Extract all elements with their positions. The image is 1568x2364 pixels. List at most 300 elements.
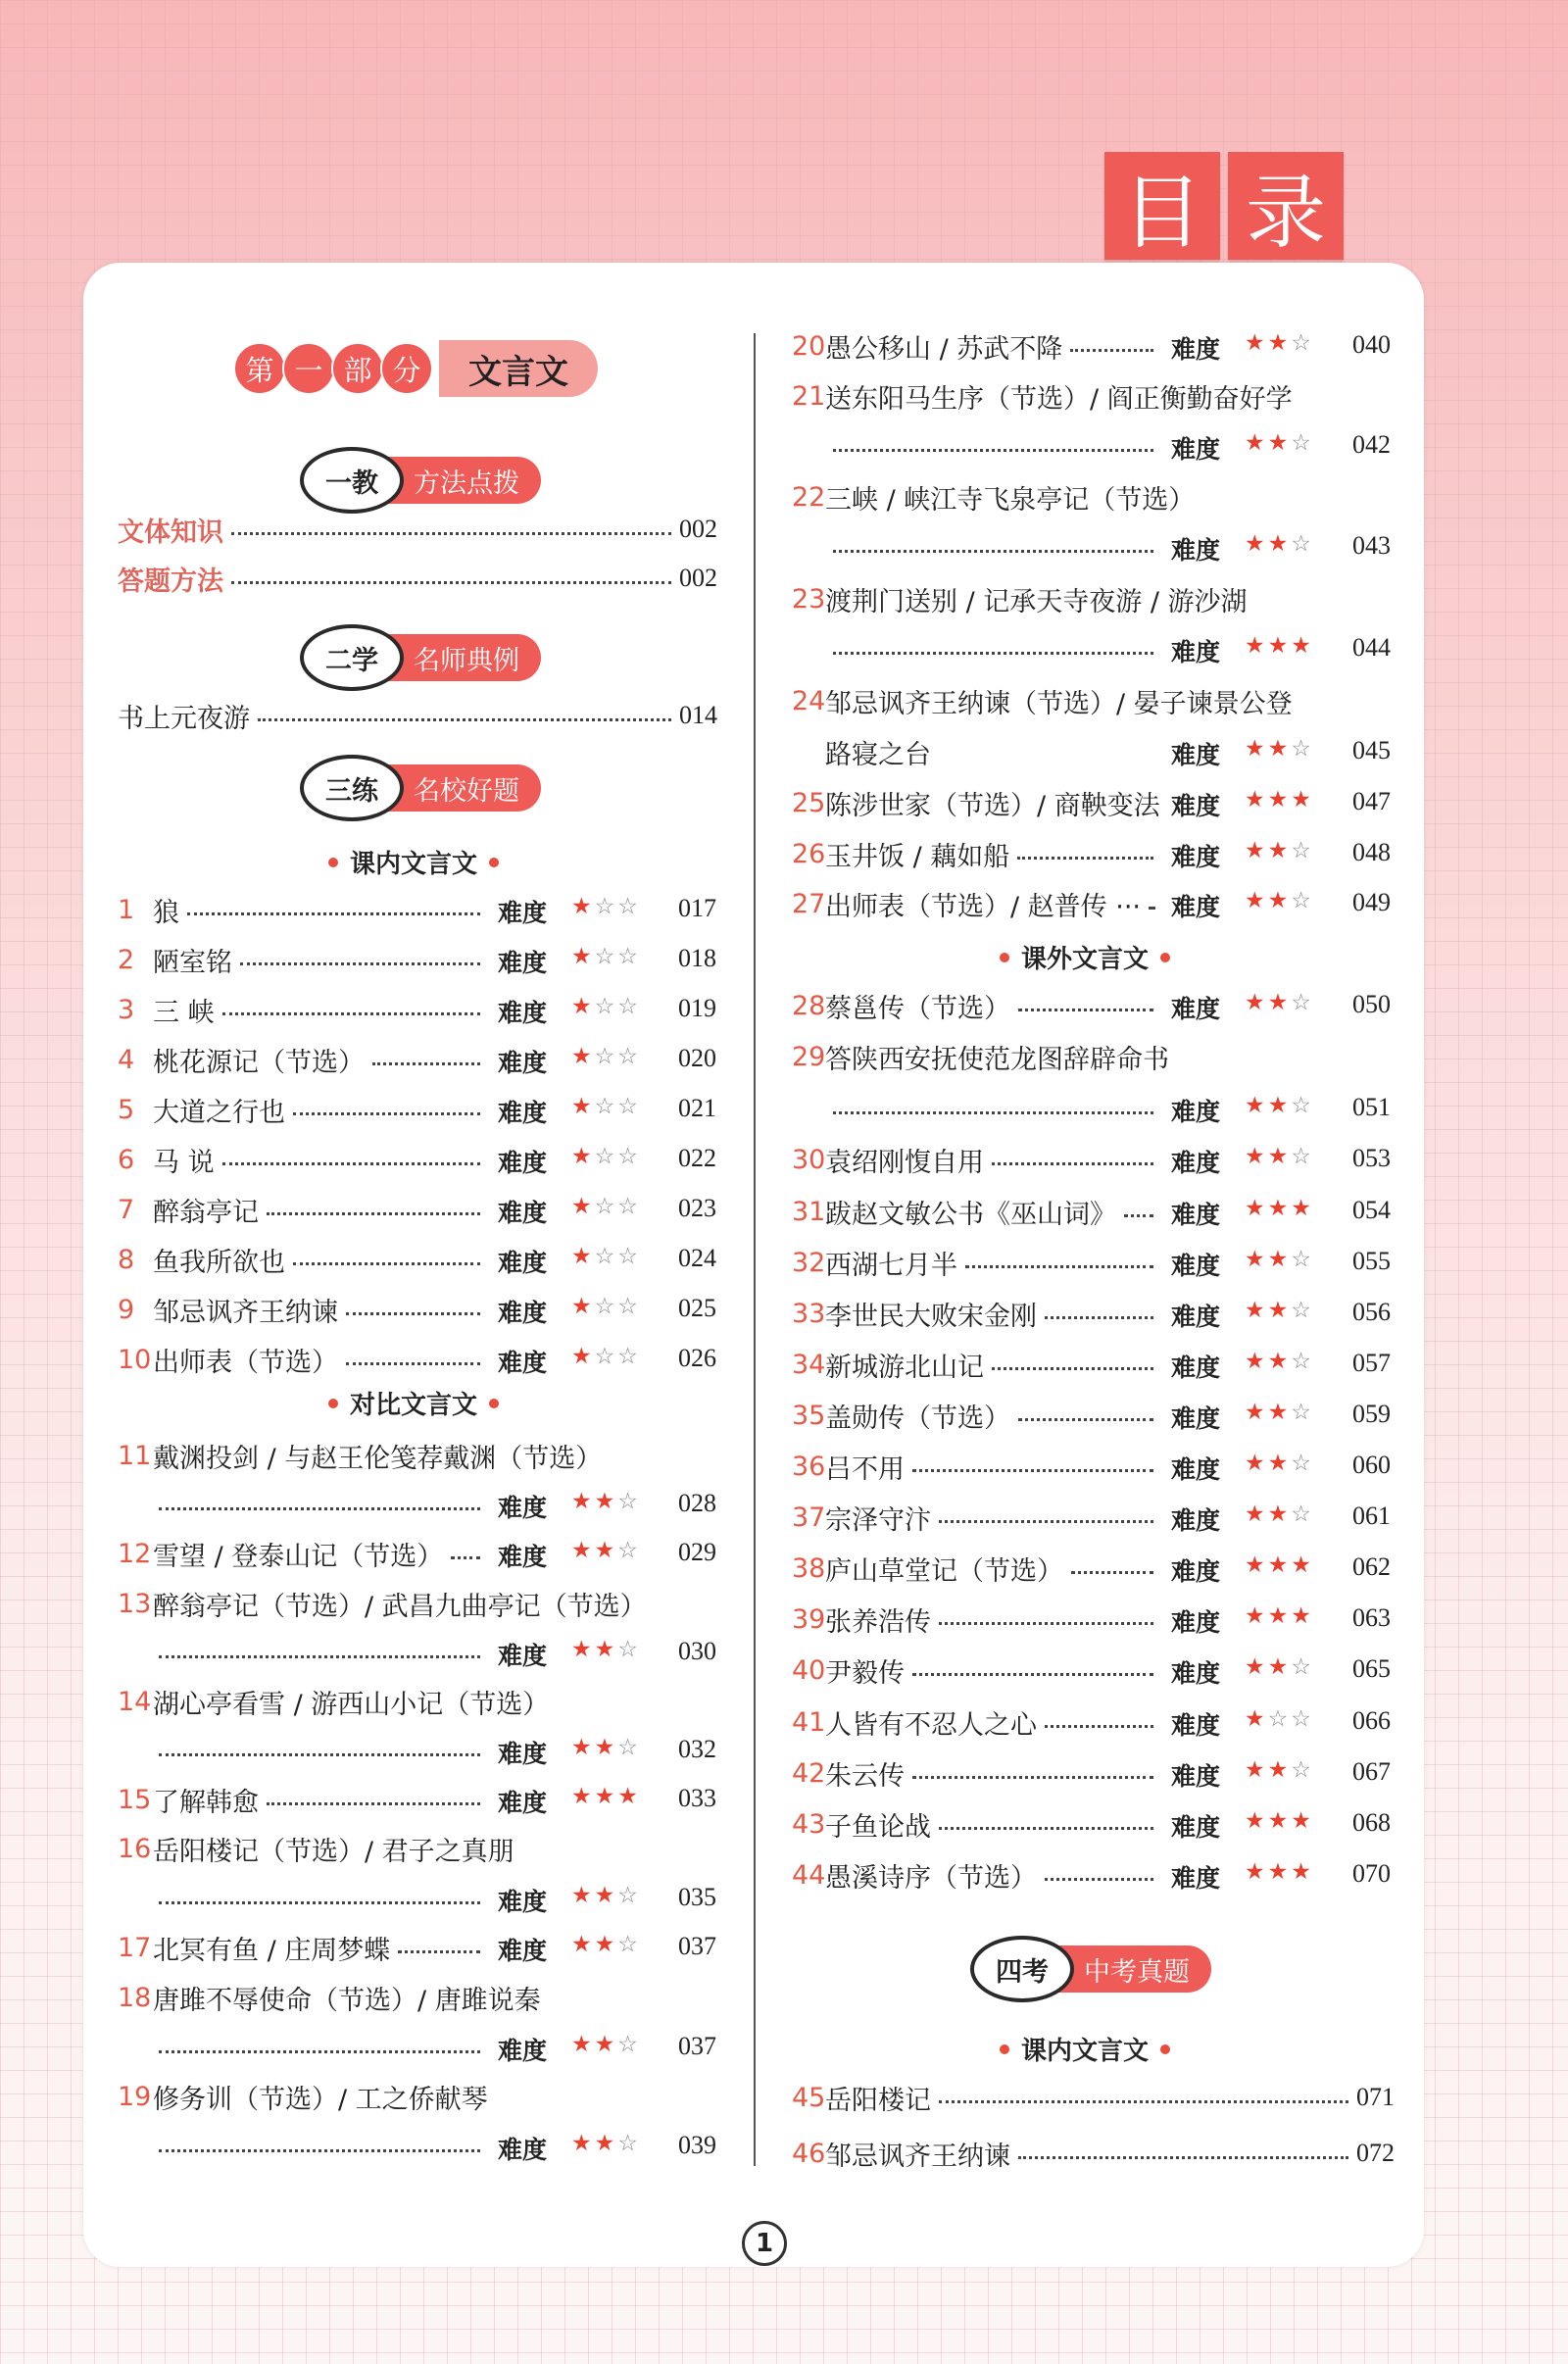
star-filled-icon: ★ xyxy=(1291,633,1314,659)
entry-title: 盖勋传（节选） xyxy=(825,1403,1010,1434)
star-filled-icon: ★ xyxy=(1291,1552,1314,1578)
toc-entry xyxy=(792,1394,1161,1437)
star-filled-icon: ★ xyxy=(571,1489,595,1514)
entry-number: 1 xyxy=(118,894,135,925)
star-empty-icon: ☆ xyxy=(594,1344,618,1369)
toc-entry xyxy=(118,888,488,931)
section-lian xyxy=(300,755,541,821)
toc-entry xyxy=(118,1188,488,1231)
section-badge: 二学 xyxy=(300,624,404,691)
difficulty-stars xyxy=(571,944,641,969)
entry-number: 29 xyxy=(792,1041,826,1072)
entry-page: 028 xyxy=(678,1489,716,1517)
star-empty-icon: ☆ xyxy=(594,1144,618,1169)
part-title: 文言文 xyxy=(439,340,598,397)
toc-entry xyxy=(792,679,1395,722)
difficulty-label: 难度 xyxy=(1171,741,1221,769)
entry-page: 048 xyxy=(1352,838,1391,866)
star-filled-icon: ★ xyxy=(1245,1654,1268,1680)
difficulty-label: 难度 xyxy=(498,1789,548,1817)
entry-page: 072 xyxy=(1356,2139,1395,2167)
star-empty-icon: ☆ xyxy=(594,944,618,969)
difficulty-stars xyxy=(571,1044,641,1069)
entry-page: 054 xyxy=(1352,1196,1391,1224)
difficulty-stars xyxy=(1245,990,1314,1015)
star-empty-icon: ☆ xyxy=(617,1538,641,1563)
toc-entry-continued xyxy=(151,1729,488,1772)
entry-number: 19 xyxy=(118,2081,152,2112)
section-label: 名师典例 xyxy=(388,634,541,681)
leader-dots xyxy=(159,1655,480,1658)
star-empty-icon: ☆ xyxy=(617,1294,641,1319)
star-filled-icon: ★ xyxy=(1245,736,1268,762)
difficulty-label: 难度 xyxy=(1171,1608,1221,1637)
difficulty-label: 难度 xyxy=(498,1937,548,1965)
title-char: 目 xyxy=(1104,152,1220,260)
leader-dots xyxy=(159,2050,480,2053)
star-filled-icon: ★ xyxy=(1267,838,1292,863)
contents-title xyxy=(1104,152,1344,260)
star-filled-icon: ★ xyxy=(617,1784,641,1809)
entry-page: 032 xyxy=(678,1735,716,1763)
toc-entry-continued xyxy=(151,2026,488,2069)
toc-entry-continued xyxy=(825,525,1161,568)
entry-title: 答题方法 xyxy=(118,566,223,597)
toc-entry xyxy=(792,1649,1161,1692)
section-badge: 四考 xyxy=(970,1936,1074,2002)
toc-entry xyxy=(792,832,1161,875)
entry-title: 岳阳楼记（节选）/ 君子之真朋 xyxy=(153,1836,514,1867)
difficulty-stars xyxy=(1245,1247,1314,1272)
leader-dots xyxy=(222,1012,480,1015)
star-empty-icon: ☆ xyxy=(617,1344,641,1369)
subheading-kewai: 课外文言文 xyxy=(1000,939,1170,975)
star-empty-icon: ☆ xyxy=(617,1735,641,1760)
difficulty-stars xyxy=(571,1637,641,1662)
entry-page: 068 xyxy=(1352,1808,1391,1837)
difficulty-stars xyxy=(571,1194,641,1219)
star-filled-icon: ★ xyxy=(1267,736,1292,762)
star-filled-icon: ★ xyxy=(571,1538,595,1563)
entry-number: 34 xyxy=(792,1349,826,1380)
toc-entry xyxy=(792,324,1161,368)
entry-title: 渡荆门送别 / 记承天寺夜游 / 游沙湖 xyxy=(825,586,1248,617)
difficulty-stars xyxy=(1245,531,1314,557)
entry-number: 5 xyxy=(118,1094,135,1125)
toc-entry xyxy=(792,1700,1161,1744)
difficulty-stars xyxy=(1245,1757,1314,1783)
difficulty-stars xyxy=(1245,330,1314,356)
entry-title: 鱼我所欲也 xyxy=(153,1247,285,1278)
toc-entry xyxy=(792,882,1161,925)
entry-page: 033 xyxy=(678,1784,716,1812)
section-label: 方法点拨 xyxy=(388,457,541,504)
toc-entry xyxy=(792,984,1161,1027)
star-filled-icon: ★ xyxy=(571,1784,595,1809)
leader-dots xyxy=(159,1753,480,1756)
part-char: 一 xyxy=(282,342,335,395)
star-filled-icon: ★ xyxy=(1245,1502,1268,1527)
star-empty-icon: ☆ xyxy=(594,894,618,919)
difficulty-stars xyxy=(571,1144,641,1169)
entry-number: 13 xyxy=(118,1588,152,1619)
difficulty-stars xyxy=(1245,1706,1314,1732)
entry-number: 14 xyxy=(118,1686,152,1717)
entry-number: 16 xyxy=(118,1833,152,1864)
entry-title: 送东阳马生序（节选）/ 阎正衡勤奋好学 xyxy=(825,383,1293,415)
entry-title: 了解韩愈 xyxy=(153,1787,259,1818)
entry-number: 2 xyxy=(118,944,135,975)
toc-entry-continued xyxy=(151,1877,488,1920)
difficulty-label: 难度 xyxy=(498,999,548,1027)
difficulty-stars xyxy=(1245,1093,1314,1118)
entry-number: 11 xyxy=(118,1440,152,1471)
section-label: 名校好题 xyxy=(388,764,541,812)
difficulty-stars xyxy=(571,1344,641,1369)
leader-dots xyxy=(258,718,671,721)
leader-dots xyxy=(346,1312,480,1315)
entry-page: 062 xyxy=(1352,1552,1391,1581)
toc-entry-continued xyxy=(151,2125,488,2168)
difficulty-label: 难度 xyxy=(1171,995,1221,1023)
difficulty-label: 难度 xyxy=(1171,1098,1221,1126)
toc-entry-continued xyxy=(825,627,1161,670)
difficulty-stars xyxy=(571,1784,641,1809)
star-empty-icon: ☆ xyxy=(594,1044,618,1069)
star-filled-icon: ★ xyxy=(1245,531,1268,557)
subheading-kenei: 课内文言文 xyxy=(328,844,499,880)
entry-page: 071 xyxy=(1356,2083,1395,2111)
leader-dots xyxy=(939,1827,1153,1830)
entry-page: 021 xyxy=(678,1094,716,1122)
difficulty-stars xyxy=(1245,1298,1314,1323)
entry-page: 019 xyxy=(678,994,716,1022)
difficulty-label: 难度 xyxy=(498,949,548,977)
star-filled-icon: ★ xyxy=(1245,1603,1268,1629)
difficulty-stars xyxy=(1245,1196,1314,1221)
entry-title: 宗泽守汴 xyxy=(825,1504,931,1536)
difficulty-label: 难度 xyxy=(498,1740,548,1768)
difficulty-label: 难度 xyxy=(1171,1506,1221,1535)
star-filled-icon: ★ xyxy=(1267,1603,1292,1629)
star-filled-icon: ★ xyxy=(594,1883,618,1908)
entry-number: 10 xyxy=(118,1344,152,1375)
toc-entry-continued xyxy=(151,1483,488,1526)
title-char: 录 xyxy=(1228,152,1344,260)
star-empty-icon: ☆ xyxy=(1291,1757,1314,1783)
leader-dots xyxy=(833,652,1153,655)
entry-title: 文体知识 xyxy=(118,517,223,548)
star-filled-icon: ★ xyxy=(1291,1808,1314,1834)
entry-title: 朱云传 xyxy=(825,1760,905,1792)
toc-entry xyxy=(792,577,1395,620)
star-filled-icon: ★ xyxy=(1267,531,1292,557)
part-char: 分 xyxy=(380,342,433,395)
entry-title: 袁绍刚愎自用 xyxy=(825,1147,984,1178)
entry-page: 014 xyxy=(679,701,717,729)
star-filled-icon: ★ xyxy=(571,2131,595,2156)
part-char: 部 xyxy=(331,342,384,395)
entry-number: 42 xyxy=(792,1757,826,1789)
difficulty-stars xyxy=(1245,430,1314,456)
difficulty-label: 难度 xyxy=(498,1543,548,1571)
star-filled-icon: ★ xyxy=(594,2032,618,2057)
entry-page: 049 xyxy=(1352,888,1391,916)
entry-title: 岳阳楼记 xyxy=(825,2085,931,2116)
difficulty-label: 难度 xyxy=(1171,893,1221,921)
star-filled-icon: ★ xyxy=(594,1489,618,1514)
star-filled-icon: ★ xyxy=(594,1932,618,1957)
difficulty-stars xyxy=(1245,1603,1314,1629)
entry-title: 尹毅传 xyxy=(825,1657,905,1689)
star-filled-icon: ★ xyxy=(1245,1552,1268,1578)
toc-entry xyxy=(118,1532,488,1575)
toc-entry xyxy=(118,1778,488,1821)
subheading-duibi: 对比文言文 xyxy=(328,1385,499,1421)
difficulty-stars xyxy=(571,2032,641,2057)
entry-title: 跋赵文敏公书《巫山词》 xyxy=(825,1199,1116,1230)
entry-title: 子鱼论战 xyxy=(825,1811,931,1843)
difficulty-label: 难度 xyxy=(498,2037,548,2065)
entry-title: 陋室铭 xyxy=(153,947,232,978)
star-filled-icon: ★ xyxy=(1267,888,1292,913)
entry-title: 北冥有鱼 / 庄周梦蝶 xyxy=(153,1935,391,1966)
difficulty-stars xyxy=(571,1735,641,1760)
star-filled-icon: ★ xyxy=(571,1344,595,1369)
entry-title: 西湖七月半 xyxy=(825,1250,957,1281)
difficulty-label: 难度 xyxy=(1171,435,1221,464)
star-filled-icon: ★ xyxy=(1267,1859,1292,1885)
star-filled-icon: ★ xyxy=(1245,1757,1268,1783)
toc-entry xyxy=(118,1976,717,2019)
entry-number: 33 xyxy=(792,1298,826,1329)
star-filled-icon: ★ xyxy=(571,1044,595,1069)
leader-dots xyxy=(1071,1571,1153,1574)
entry-title: 书上元夜游 xyxy=(118,703,250,734)
leader-dots xyxy=(912,1673,1153,1676)
difficulty-label: 难度 xyxy=(498,1099,548,1127)
entry-page: 002 xyxy=(679,564,717,592)
star-empty-icon: ☆ xyxy=(1291,888,1314,913)
difficulty-stars xyxy=(1245,1552,1314,1578)
leader-dots xyxy=(939,1622,1153,1625)
leader-dots xyxy=(1045,1725,1153,1728)
entry-title: 吕不用 xyxy=(825,1453,905,1485)
star-empty-icon: ☆ xyxy=(617,2131,641,2156)
star-filled-icon: ★ xyxy=(1245,1144,1268,1169)
entry-page: 020 xyxy=(678,1044,716,1072)
star-empty-icon: ☆ xyxy=(1291,330,1314,356)
leader-dots xyxy=(912,1776,1153,1779)
star-filled-icon: ★ xyxy=(1245,1400,1268,1425)
leader-dots xyxy=(451,1556,480,1559)
entry-number: 41 xyxy=(792,1706,826,1738)
star-empty-icon: ☆ xyxy=(617,1194,641,1219)
toc-entry xyxy=(792,1445,1161,1488)
leader-dots xyxy=(159,1507,480,1510)
entry-number: 6 xyxy=(118,1144,135,1175)
method-item xyxy=(118,557,717,600)
difficulty-label: 难度 xyxy=(1171,843,1221,871)
entry-title: 醉翁亭记 xyxy=(153,1197,259,1228)
difficulty-stars xyxy=(571,894,641,919)
difficulty-label: 难度 xyxy=(498,1349,548,1377)
difficulty-label: 难度 xyxy=(1171,1813,1221,1842)
leader-dots xyxy=(1045,1316,1153,1319)
entry-page: 002 xyxy=(679,515,717,543)
star-empty-icon: ☆ xyxy=(594,994,618,1019)
leader-dots xyxy=(293,1262,480,1265)
entry-title: 醉翁亭记（节选）/ 武昌九曲亭记（节选） xyxy=(153,1591,647,1622)
entry-page: 037 xyxy=(678,2032,716,2060)
entry-page: 035 xyxy=(678,1883,716,1911)
entry-number: 38 xyxy=(792,1552,826,1584)
star-empty-icon: ☆ xyxy=(1291,1144,1314,1169)
toc-entry xyxy=(792,1496,1161,1539)
leader-dots xyxy=(939,1520,1153,1523)
entry-number: 35 xyxy=(792,1400,826,1431)
star-filled-icon: ★ xyxy=(1267,1196,1292,1221)
entry-title: 狼 xyxy=(153,897,179,928)
star-filled-icon: ★ xyxy=(571,1194,595,1219)
difficulty-label: 难度 xyxy=(498,1199,548,1227)
leader-dots xyxy=(1124,1214,1153,1217)
entry-page: 025 xyxy=(678,1294,716,1322)
star-filled-icon: ★ xyxy=(1245,1196,1268,1221)
entry-page: 030 xyxy=(678,1637,716,1665)
star-filled-icon: ★ xyxy=(1245,1451,1268,1476)
entry-title: 马 说 xyxy=(153,1147,215,1178)
leader-dots xyxy=(833,1111,1153,1114)
star-filled-icon: ★ xyxy=(571,944,595,969)
star-filled-icon: ★ xyxy=(1245,1808,1268,1834)
leader-dots xyxy=(231,581,671,584)
entry-number: 31 xyxy=(792,1196,826,1227)
star-filled-icon: ★ xyxy=(1267,787,1292,813)
star-empty-icon: ☆ xyxy=(617,1637,641,1662)
entry-title: 唐雎不辱使命（节选）/ 唐雎说秦 xyxy=(153,1985,541,2016)
entry-number: 40 xyxy=(792,1654,826,1686)
entry-page: 018 xyxy=(678,944,716,972)
star-filled-icon: ★ xyxy=(571,1244,595,1269)
star-filled-icon: ★ xyxy=(1267,633,1292,659)
toc-entry xyxy=(118,1038,488,1081)
toc-entry xyxy=(118,1434,717,1477)
star-empty-icon: ☆ xyxy=(617,1489,641,1514)
star-filled-icon: ★ xyxy=(1245,990,1268,1015)
entry-number: 9 xyxy=(118,1294,135,1325)
difficulty-stars xyxy=(1245,1349,1314,1374)
toc-entry xyxy=(792,1853,1161,1896)
star-empty-icon: ☆ xyxy=(1291,1451,1314,1476)
section-xue xyxy=(300,624,541,691)
leader-dots xyxy=(833,449,1153,452)
section-label: 中考真题 xyxy=(1058,1945,1211,1993)
star-empty-icon: ☆ xyxy=(617,1883,641,1908)
star-filled-icon: ★ xyxy=(1267,330,1292,356)
entry-page: 042 xyxy=(1352,430,1391,459)
star-empty-icon: ☆ xyxy=(617,894,641,919)
leader-dots xyxy=(372,1062,480,1065)
star-empty-icon: ☆ xyxy=(1291,1706,1314,1732)
difficulty-label: 难度 xyxy=(1171,1149,1221,1177)
star-filled-icon: ★ xyxy=(1245,1247,1268,1272)
star-filled-icon: ★ xyxy=(571,1932,595,1957)
entry-page: 060 xyxy=(1352,1451,1391,1479)
entry-title: 湖心亭看雪 / 游西山小记（节选） xyxy=(153,1689,550,1720)
entry-page: 040 xyxy=(1352,330,1391,359)
star-filled-icon: ★ xyxy=(1245,787,1268,813)
leader-dots xyxy=(293,1112,480,1115)
toc-entry xyxy=(792,475,1395,518)
star-filled-icon: ★ xyxy=(1245,1859,1268,1885)
section-kao xyxy=(970,1936,1211,2002)
star-filled-icon: ★ xyxy=(1267,1552,1292,1578)
entry-page: 044 xyxy=(1352,633,1391,662)
entry-number: 21 xyxy=(792,380,826,412)
star-filled-icon: ★ xyxy=(571,1294,595,1319)
entry-page: 047 xyxy=(1352,787,1391,815)
entry-title: 张养浩传 xyxy=(825,1606,931,1638)
star-filled-icon: ★ xyxy=(1267,1093,1292,1118)
entry-title: 蔡邕传（节选） xyxy=(825,993,1010,1024)
difficulty-label: 难度 xyxy=(1171,1404,1221,1433)
star-filled-icon: ★ xyxy=(1267,1808,1292,1834)
difficulty-label: 难度 xyxy=(498,1642,548,1670)
entry-number: 28 xyxy=(792,990,826,1021)
entry-page: 056 xyxy=(1352,1298,1391,1326)
part-one-header xyxy=(233,340,598,397)
star-empty-icon: ☆ xyxy=(1291,1093,1314,1118)
entry-title: 新城游北山记 xyxy=(825,1352,984,1383)
star-empty-icon: ☆ xyxy=(594,1094,618,1119)
difficulty-stars xyxy=(1245,1451,1314,1476)
difficulty-stars xyxy=(1245,736,1314,762)
entry-title: 愚公移山 / 苏武不降 xyxy=(825,333,1063,365)
entry-number: 17 xyxy=(118,1932,152,1963)
toc-entry xyxy=(792,1241,1161,1284)
difficulty-label: 难度 xyxy=(498,1249,548,1277)
entry-title: 三峡 / 峡江寺飞泉亭记（节选） xyxy=(825,484,1196,516)
entry-page: 026 xyxy=(678,1344,716,1372)
entry-page: 053 xyxy=(1352,1144,1391,1172)
star-empty-icon: ☆ xyxy=(1291,838,1314,863)
entry-number: 36 xyxy=(792,1451,826,1482)
entry-title: 出师表（节选） xyxy=(153,1347,338,1378)
entry-number: 27 xyxy=(792,888,826,919)
leader-dots xyxy=(1018,1418,1153,1421)
star-empty-icon: ☆ xyxy=(1291,1502,1314,1527)
star-empty-icon: ☆ xyxy=(594,1244,618,1269)
entry-number: 18 xyxy=(118,1982,152,2013)
star-filled-icon: ★ xyxy=(1291,787,1314,813)
difficulty-stars xyxy=(571,994,641,1019)
star-filled-icon: ★ xyxy=(1291,1196,1314,1221)
entry-number: 20 xyxy=(792,330,826,362)
star-filled-icon: ★ xyxy=(1267,1502,1292,1527)
star-empty-icon: ☆ xyxy=(1291,1654,1314,1680)
section-jiao xyxy=(300,447,541,514)
difficulty-stars xyxy=(1245,787,1314,813)
toc-entry xyxy=(792,781,1161,824)
toc-entry xyxy=(792,1190,1161,1233)
toc-entry-continued xyxy=(825,1087,1161,1130)
entry-page: 051 xyxy=(1352,1093,1391,1121)
difficulty-label: 难度 xyxy=(498,1049,548,1077)
star-filled-icon: ★ xyxy=(1245,1706,1268,1732)
star-empty-icon: ☆ xyxy=(1291,1247,1314,1272)
star-empty-icon: ☆ xyxy=(1291,736,1314,762)
